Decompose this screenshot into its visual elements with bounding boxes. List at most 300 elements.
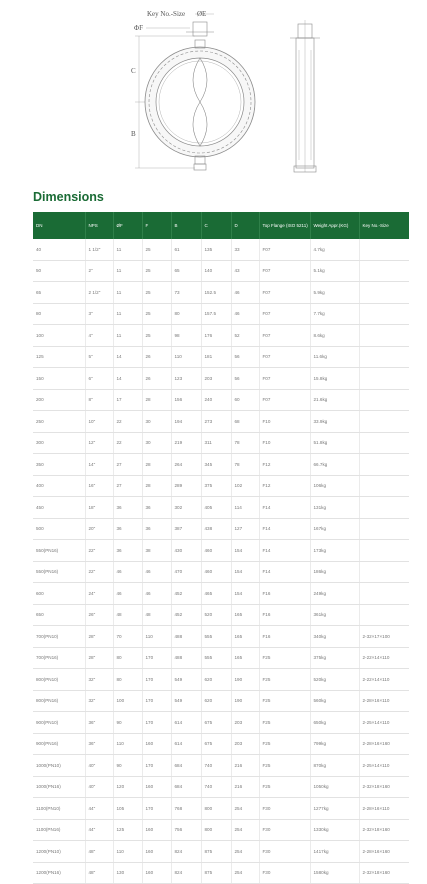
cell-b: 549 — [171, 690, 201, 712]
cell-phif: 11 — [113, 303, 142, 325]
cell-c: 135 — [201, 239, 231, 260]
cell-d: 254 — [231, 862, 259, 884]
cell-top-flange: F12 — [259, 475, 310, 497]
cell-nps: 48" — [85, 841, 113, 863]
cell-b: 80 — [171, 303, 201, 325]
cell-b: 264 — [171, 454, 201, 476]
cell-phif: 36 — [113, 540, 142, 562]
cell-top-flange: F07 — [259, 368, 310, 390]
dimensions-table — [33, 212, 409, 884]
cell-c: 460 — [201, 561, 231, 583]
table-row — [33, 690, 409, 712]
cell-dn: 550(PN16) — [33, 540, 85, 562]
header-b: B — [171, 212, 201, 239]
phif-label: ΦF — [134, 24, 144, 32]
cell-dn: 100 — [33, 325, 85, 347]
cell-b: 98 — [171, 325, 201, 347]
cell-weight: 5.9kg — [310, 282, 359, 304]
cell-nps: 3" — [85, 303, 113, 325]
valve-drawing — [0, 0, 427, 185]
cell-dn: 1000(PN10) — [33, 755, 85, 777]
cell-b: 65 — [171, 260, 201, 282]
cell-f: 160 — [142, 733, 171, 755]
table-row — [33, 798, 409, 820]
cell-phif: 48 — [113, 604, 142, 626]
cell-d: 165 — [231, 647, 259, 669]
cell-c: 675 — [201, 712, 231, 734]
cell-nps: 2 1/2" — [85, 282, 113, 304]
cell-d: 52 — [231, 325, 259, 347]
cell-phif: 36 — [113, 497, 142, 519]
cell-weight: 131kg — [310, 497, 359, 519]
cell-key — [359, 583, 409, 605]
cell-dn: 800(PN16) — [33, 690, 85, 712]
cell-dn: 40 — [33, 239, 85, 260]
cell-d: 190 — [231, 690, 259, 712]
table-row — [33, 819, 409, 841]
cell-b: 768 — [171, 798, 201, 820]
table-row — [33, 841, 409, 863]
cell-phif: 22 — [113, 432, 142, 454]
cell-weight: 1330kg — [310, 819, 359, 841]
cell-d: 56 — [231, 368, 259, 390]
cell-b: 614 — [171, 733, 201, 755]
cell-nps: 6" — [85, 368, 113, 390]
table-row — [33, 669, 409, 691]
cell-nps: 28" — [85, 626, 113, 648]
header-nps: NPS — [85, 212, 113, 239]
cell-dn: 550(PN16) — [33, 561, 85, 583]
cell-top-flange: F14 — [259, 497, 310, 519]
cell-key: 2-22×14×110 — [359, 647, 409, 669]
cell-top-flange: F14 — [259, 518, 310, 540]
cell-dn: 1100(PN10) — [33, 798, 85, 820]
cell-weight: 66.7kg — [310, 454, 359, 476]
cell-d: 43 — [231, 260, 259, 282]
cell-c: 620 — [201, 690, 231, 712]
cell-c: 460 — [201, 540, 231, 562]
cell-b: 684 — [171, 776, 201, 798]
cell-b: 614 — [171, 712, 201, 734]
cell-weight: 520kg — [310, 669, 359, 691]
cell-key — [359, 303, 409, 325]
cell-phif: 120 — [113, 776, 142, 798]
cell-dn: 50 — [33, 260, 85, 282]
cell-f: 46 — [142, 561, 171, 583]
cell-b: 123 — [171, 368, 201, 390]
cell-f: 160 — [142, 776, 171, 798]
cell-key: 2-32×17×100 — [359, 626, 409, 648]
cell-c: 740 — [201, 755, 231, 777]
cell-weight: 870kg — [310, 755, 359, 777]
cell-key — [359, 540, 409, 562]
cell-phif: 46 — [113, 561, 142, 583]
cell-nps: 32" — [85, 669, 113, 691]
table-row — [33, 561, 409, 583]
table-row — [33, 325, 409, 347]
cell-dn: 65 — [33, 282, 85, 304]
cell-top-flange: F07 — [259, 325, 310, 347]
cell-phif: 100 — [113, 690, 142, 712]
cell-weight: 560kg — [310, 690, 359, 712]
cell-d: 68 — [231, 411, 259, 433]
cell-top-flange: F25 — [259, 733, 310, 755]
table-row — [33, 282, 409, 304]
cell-dn: 900(PN10) — [33, 712, 85, 734]
cell-d: 102 — [231, 475, 259, 497]
cell-phif: 11 — [113, 325, 142, 347]
cell-weight: 51.8kg — [310, 432, 359, 454]
cell-nps: 24" — [85, 583, 113, 605]
cell-phif: 11 — [113, 239, 142, 260]
cell-d: 216 — [231, 776, 259, 798]
cell-key: 2-22×14×110 — [359, 669, 409, 691]
table-row — [33, 389, 409, 411]
cell-d: 154 — [231, 540, 259, 562]
cell-top-flange: F25 — [259, 647, 310, 669]
cell-c: 405 — [201, 497, 231, 519]
cell-key: 2-28×16×160 — [359, 841, 409, 863]
cell-top-flange: F25 — [259, 669, 310, 691]
cell-b: 194 — [171, 411, 201, 433]
cell-b: 756 — [171, 819, 201, 841]
cell-c: 465 — [201, 583, 231, 605]
cell-key: 2-32×18×160 — [359, 862, 409, 884]
cell-dn: 125 — [33, 346, 85, 368]
table-row — [33, 755, 409, 777]
cell-top-flange: F25 — [259, 776, 310, 798]
cell-c: 800 — [201, 798, 231, 820]
cell-d: 203 — [231, 733, 259, 755]
cell-key: 2-32×18×160 — [359, 819, 409, 841]
cell-dn: 1100(PN16) — [33, 819, 85, 841]
cell-f: 110 — [142, 626, 171, 648]
cell-weight: 1050kg — [310, 776, 359, 798]
cell-key — [359, 432, 409, 454]
table-row — [33, 303, 409, 325]
cell-dn: 400 — [33, 475, 85, 497]
ne-label: ØE — [197, 10, 207, 18]
cell-f: 170 — [142, 669, 171, 691]
cell-phif: 125 — [113, 819, 142, 841]
cell-c: 311 — [201, 432, 231, 454]
cell-f: 170 — [142, 755, 171, 777]
cell-c: 740 — [201, 776, 231, 798]
cell-d: 33 — [231, 239, 259, 260]
cell-f: 25 — [142, 260, 171, 282]
cell-nps: 26" — [85, 604, 113, 626]
cell-f: 28 — [142, 454, 171, 476]
table-row — [33, 626, 409, 648]
header-c: C — [201, 212, 231, 239]
cell-phif: 80 — [113, 669, 142, 691]
cell-d: 216 — [231, 755, 259, 777]
cell-nps: 1 1/2" — [85, 239, 113, 260]
cell-dn: 200 — [33, 389, 85, 411]
cell-f: 25 — [142, 282, 171, 304]
cell-b: 61 — [171, 239, 201, 260]
cell-dn: 700(PN10) — [33, 626, 85, 648]
cell-f: 46 — [142, 583, 171, 605]
cell-nps: 5" — [85, 346, 113, 368]
cell-f: 26 — [142, 346, 171, 368]
cell-b: 452 — [171, 604, 201, 626]
cell-nps: 32" — [85, 690, 113, 712]
cell-b: 302 — [171, 497, 201, 519]
cell-top-flange: F30 — [259, 819, 310, 841]
table-row — [33, 454, 409, 476]
cell-dn: 300 — [33, 432, 85, 454]
cell-nps: 44" — [85, 798, 113, 820]
b-label: B — [131, 130, 136, 138]
cell-weight: 106kg — [310, 475, 359, 497]
cell-weight: 1580kg — [310, 862, 359, 884]
cell-weight: 8.6kg — [310, 325, 359, 347]
cell-d: 154 — [231, 561, 259, 583]
cell-b: 430 — [171, 540, 201, 562]
cell-nps: 14" — [85, 454, 113, 476]
cell-top-flange: F16 — [259, 626, 310, 648]
cell-top-flange: F14 — [259, 561, 310, 583]
cell-f: 38 — [142, 540, 171, 562]
cell-b: 110 — [171, 346, 201, 368]
cell-top-flange: F25 — [259, 712, 310, 734]
cell-nps: 40" — [85, 755, 113, 777]
cell-weight: 33.9kg — [310, 411, 359, 433]
cell-nps: 48" — [85, 862, 113, 884]
cell-nps: 18" — [85, 497, 113, 519]
table-row — [33, 260, 409, 282]
table-body — [33, 239, 409, 884]
cell-b: 549 — [171, 669, 201, 691]
cell-b: 289 — [171, 475, 201, 497]
header-top-flange: Top Flange (ISO 5211) — [259, 212, 310, 239]
cell-d: 254 — [231, 798, 259, 820]
cell-top-flange: F30 — [259, 798, 310, 820]
cell-top-flange: F07 — [259, 260, 310, 282]
cell-top-flange: F14 — [259, 540, 310, 562]
cell-b: 219 — [171, 432, 201, 454]
c-label: C — [131, 67, 136, 75]
cell-key — [359, 282, 409, 304]
cell-dn: 650 — [33, 604, 85, 626]
cell-dn: 150 — [33, 368, 85, 390]
cell-top-flange: F16 — [259, 604, 310, 626]
cell-phif: 22 — [113, 411, 142, 433]
cell-d: 127 — [231, 518, 259, 540]
cell-d: 78 — [231, 454, 259, 476]
table-row — [33, 583, 409, 605]
cell-weight: 11.6kg — [310, 346, 359, 368]
cell-weight: 799kg — [310, 733, 359, 755]
cell-nps: 16" — [85, 475, 113, 497]
cell-key — [359, 325, 409, 347]
cell-f: 160 — [142, 862, 171, 884]
header-key: Key No.-Size — [359, 212, 409, 239]
cell-key: 2-32×18×160 — [359, 776, 409, 798]
cell-f: 25 — [142, 325, 171, 347]
cell-d: 46 — [231, 303, 259, 325]
cell-key: 2-25×14×110 — [359, 712, 409, 734]
cell-phif: 27 — [113, 475, 142, 497]
cell-d: 254 — [231, 819, 259, 841]
cell-b: 73 — [171, 282, 201, 304]
cell-b: 488 — [171, 626, 201, 648]
cell-key — [359, 475, 409, 497]
cell-weight: 173kg — [310, 540, 359, 562]
cell-b: 470 — [171, 561, 201, 583]
cell-weight: 650kg — [310, 712, 359, 734]
cell-f: 25 — [142, 239, 171, 260]
cell-key: 2-28×16×160 — [359, 733, 409, 755]
table-row — [33, 497, 409, 519]
cell-top-flange: F30 — [259, 841, 310, 863]
table-row — [33, 475, 409, 497]
cell-c: 875 — [201, 841, 231, 863]
cell-key — [359, 239, 409, 260]
cell-c: 157.5 — [201, 303, 231, 325]
cell-weight: 5.1kg — [310, 260, 359, 282]
cell-top-flange: F10 — [259, 432, 310, 454]
cell-c: 273 — [201, 411, 231, 433]
table-row — [33, 604, 409, 626]
table-row — [33, 540, 409, 562]
key-size-label: Key No.-Size — [147, 10, 186, 18]
cell-nps: 20" — [85, 518, 113, 540]
cell-phif: 46 — [113, 583, 142, 605]
cell-c: 140 — [201, 260, 231, 282]
cell-dn: 1200(PN16) — [33, 862, 85, 884]
cell-weight: 15.8kg — [310, 368, 359, 390]
cell-nps: 28" — [85, 647, 113, 669]
table-row — [33, 239, 409, 260]
cell-c: 203 — [201, 368, 231, 390]
cell-c: 176 — [201, 325, 231, 347]
cell-nps: 36" — [85, 712, 113, 734]
stem-top — [193, 22, 207, 36]
cell-f: 36 — [142, 518, 171, 540]
cell-dn: 1000(PN16) — [33, 776, 85, 798]
cell-dn: 800(PN10) — [33, 669, 85, 691]
cell-phif: 17 — [113, 389, 142, 411]
table-header-row — [33, 212, 409, 239]
cell-f: 170 — [142, 690, 171, 712]
cell-phif: 110 — [113, 733, 142, 755]
cell-key — [359, 368, 409, 390]
cell-phif: 14 — [113, 346, 142, 368]
cell-f: 30 — [142, 411, 171, 433]
cell-dn: 1200(PN10) — [33, 841, 85, 863]
table-row — [33, 346, 409, 368]
cell-c: 620 — [201, 669, 231, 691]
cell-f: 30 — [142, 432, 171, 454]
cell-phif: 90 — [113, 712, 142, 734]
cell-d: 56 — [231, 346, 259, 368]
cell-weight: 1277kg — [310, 798, 359, 820]
cell-b: 684 — [171, 755, 201, 777]
cell-top-flange: F07 — [259, 282, 310, 304]
cell-f: 26 — [142, 368, 171, 390]
cell-c: 375 — [201, 475, 231, 497]
cell-c: 152.5 — [201, 282, 231, 304]
cell-dn: 600 — [33, 583, 85, 605]
cell-f: 25 — [142, 303, 171, 325]
cell-phif: 70 — [113, 626, 142, 648]
cell-nps: 40" — [85, 776, 113, 798]
table-row — [33, 647, 409, 669]
cell-c: 555 — [201, 626, 231, 648]
cell-d: 46 — [231, 282, 259, 304]
cell-key — [359, 518, 409, 540]
cell-phif: 11 — [113, 282, 142, 304]
cell-b: 488 — [171, 647, 201, 669]
cell-nps: 22" — [85, 540, 113, 562]
cell-top-flange: F07 — [259, 346, 310, 368]
cell-phif: 27 — [113, 454, 142, 476]
cell-top-flange: F07 — [259, 389, 310, 411]
cell-d: 203 — [231, 712, 259, 734]
cell-nps: 2" — [85, 260, 113, 282]
cell-c: 240 — [201, 389, 231, 411]
cell-dn: 80 — [33, 303, 85, 325]
cell-key: 2-28×16×110 — [359, 798, 409, 820]
cell-key — [359, 346, 409, 368]
cell-top-flange: F07 — [259, 303, 310, 325]
cell-c: 875 — [201, 862, 231, 884]
cell-weight: 361kg — [310, 604, 359, 626]
cell-key: 2-28×16×110 — [359, 690, 409, 712]
cell-nps: 12" — [85, 432, 113, 454]
cell-d: 254 — [231, 841, 259, 863]
cell-c: 800 — [201, 819, 231, 841]
table-row — [33, 368, 409, 390]
cell-nps: 4" — [85, 325, 113, 347]
cell-key — [359, 260, 409, 282]
cell-d: 60 — [231, 389, 259, 411]
cell-b: 156 — [171, 389, 201, 411]
cell-key — [359, 454, 409, 476]
header-weight: Weight Appr.(KG) — [310, 212, 359, 239]
cell-weight: 4.7kg — [310, 239, 359, 260]
cell-c: 520 — [201, 604, 231, 626]
cell-weight: 7.7kg — [310, 303, 359, 325]
cell-f: 28 — [142, 475, 171, 497]
cell-f: 160 — [142, 841, 171, 863]
cell-weight: 21.6kg — [310, 389, 359, 411]
cell-d: 154 — [231, 583, 259, 605]
cell-f: 36 — [142, 497, 171, 519]
cell-key — [359, 604, 409, 626]
cell-phif: 36 — [113, 518, 142, 540]
cell-top-flange: F16 — [259, 583, 310, 605]
cell-top-flange: F12 — [259, 454, 310, 476]
cell-d: 78 — [231, 432, 259, 454]
cell-f: 170 — [142, 647, 171, 669]
cell-f: 28 — [142, 389, 171, 411]
cell-phif: 110 — [113, 841, 142, 863]
cell-key — [359, 411, 409, 433]
cell-c: 438 — [201, 518, 231, 540]
cell-nps: 22" — [85, 561, 113, 583]
cell-b: 824 — [171, 862, 201, 884]
cell-key — [359, 497, 409, 519]
cell-nps: 36" — [85, 733, 113, 755]
cell-nps: 8" — [85, 389, 113, 411]
cell-c: 181 — [201, 346, 231, 368]
table-row — [33, 712, 409, 734]
cell-phif: 90 — [113, 755, 142, 777]
table-row — [33, 733, 409, 755]
